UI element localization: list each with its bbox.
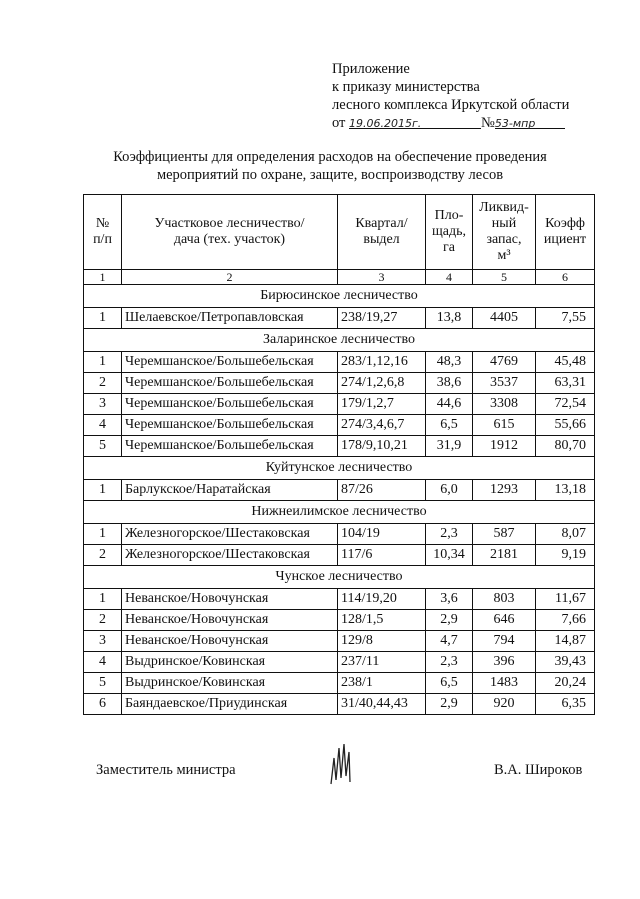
block-cell: 114/19,20 (338, 589, 426, 610)
coefficient-cell: 45,48 (536, 352, 595, 373)
coefficient-cell: 11,67 (536, 589, 595, 610)
area-cell: 38,6 (426, 373, 473, 394)
appendix-line-3: лесного комплекса Иркутской области (332, 97, 570, 113)
section-name: Заларинское лесничество (84, 329, 595, 352)
block-cell: 128/1,5 (338, 610, 426, 631)
area-cell: 2,9 (426, 610, 473, 631)
row-number: 5 (84, 436, 122, 457)
row-number: 1 (84, 480, 122, 501)
row-number: 4 (84, 652, 122, 673)
handwritten-number: 53-мпр (494, 117, 536, 130)
signer-position: Заместитель министра (96, 762, 236, 778)
coefficient-cell: 7,55 (536, 308, 595, 329)
block-cell: 178/9,10,21 (338, 436, 426, 457)
header-forestry: Участковое лесничество/ дача (тех. участок) (122, 195, 338, 270)
block-cell: 237/11 (338, 652, 426, 673)
row-number: 6 (84, 694, 122, 715)
area-cell: 31,9 (426, 436, 473, 457)
table-row (84, 589, 595, 610)
row-number: 3 (84, 394, 122, 415)
appendix-block (332, 60, 569, 132)
section-row (84, 285, 595, 308)
stock-cell: 1912 (473, 436, 536, 457)
area-cell: 2,9 (426, 694, 473, 715)
block-cell: 104/19 (338, 524, 426, 545)
stock-cell: 615 (473, 415, 536, 436)
area-cell: 3,6 (426, 589, 473, 610)
coefficients-table (83, 194, 595, 715)
stock-cell: 396 (473, 652, 536, 673)
forestry-cell: Железногорское/Шестаковская (122, 545, 338, 566)
table-row (84, 631, 595, 652)
section-row (84, 329, 595, 352)
coefficient-cell: 72,54 (536, 394, 595, 415)
table-row (84, 673, 595, 694)
forestry-cell: Барлукское/Наратайская (122, 480, 338, 501)
table-row (84, 694, 595, 715)
signature-mark (325, 740, 359, 790)
column-number: 4 (426, 270, 473, 285)
title-line-1: Коэффициенты для определения расходов на обеспечение проведения (113, 149, 547, 165)
appendix-order-line (332, 114, 569, 132)
coefficient-cell: 9,19 (536, 545, 595, 566)
area-cell: 44,6 (426, 394, 473, 415)
forestry-cell: Неванское/Новочунская (122, 610, 338, 631)
block-cell: 274/1,2,6,8 (338, 373, 426, 394)
area-cell: 13,8 (426, 308, 473, 329)
area-cell: 4,7 (426, 631, 473, 652)
table-row (84, 373, 595, 394)
area-cell: 2,3 (426, 524, 473, 545)
forestry-cell: Выдринское/Ковинская (122, 673, 338, 694)
forestry-cell: Черемшанское/Большебельская (122, 352, 338, 373)
header-coefficient: Коэфф ициент (536, 195, 595, 270)
coefficient-cell: 6,35 (536, 694, 595, 715)
area-cell: 6,5 (426, 673, 473, 694)
number-label: № (481, 115, 495, 131)
block-cell: 117/6 (338, 545, 426, 566)
document-title (80, 148, 580, 184)
forestry-cell: Черемшанское/Большебельская (122, 436, 338, 457)
header-number: № п/п (84, 195, 122, 270)
section-name: Бирюсинское лесничество (84, 285, 595, 308)
column-number: 5 (473, 270, 536, 285)
coefficient-cell: 20,24 (536, 673, 595, 694)
number-field (495, 114, 565, 129)
block-cell: 129/8 (338, 631, 426, 652)
forestry-cell: Баяндаевское/Приудинская (122, 694, 338, 715)
appendix-line-2: к приказу министерства (332, 79, 480, 95)
section-row (84, 566, 595, 589)
table-row (84, 524, 595, 545)
block-cell: 274/3,4,6,7 (338, 415, 426, 436)
coefficient-cell: 55,66 (536, 415, 595, 436)
column-number: 1 (84, 270, 122, 285)
handwritten-date: 19.06.2015г. (349, 117, 422, 130)
column-number: 2 (122, 270, 338, 285)
table-row (84, 436, 595, 457)
row-number: 1 (84, 352, 122, 373)
row-number: 2 (84, 545, 122, 566)
coefficient-cell: 39,43 (536, 652, 595, 673)
table-row (84, 480, 595, 501)
appendix-line-1: Приложение (332, 61, 410, 77)
table-row (84, 415, 595, 436)
stock-cell: 3537 (473, 373, 536, 394)
section-name: Куйтунское лесничество (84, 457, 595, 480)
forestry-cell: Железногорское/Шестаковская (122, 524, 338, 545)
date-field (349, 114, 481, 129)
row-number: 5 (84, 673, 122, 694)
table-body (84, 285, 595, 715)
forestry-cell: Выдринское/Ковинская (122, 652, 338, 673)
forestry-cell: Неванское/Новочунская (122, 589, 338, 610)
column-numbers-row (84, 270, 595, 285)
coefficient-cell: 63,31 (536, 373, 595, 394)
stock-cell: 3308 (473, 394, 536, 415)
stock-cell: 4405 (473, 308, 536, 329)
coefficient-cell: 80,70 (536, 436, 595, 457)
forestry-cell: Черемшанское/Большебельская (122, 394, 338, 415)
stock-cell: 794 (473, 631, 536, 652)
signer-name: В.А. Широков (494, 762, 583, 778)
coefficient-cell: 8,07 (536, 524, 595, 545)
coefficient-cell: 7,66 (536, 610, 595, 631)
coefficient-cell: 14,87 (536, 631, 595, 652)
row-number: 3 (84, 631, 122, 652)
column-number: 6 (536, 270, 595, 285)
area-cell: 10,34 (426, 545, 473, 566)
table-row (84, 352, 595, 373)
stock-cell: 4769 (473, 352, 536, 373)
area-cell: 6,5 (426, 415, 473, 436)
table-row (84, 610, 595, 631)
section-row (84, 501, 595, 524)
block-cell: 283/1,12,16 (338, 352, 426, 373)
stock-cell: 1293 (473, 480, 536, 501)
row-number: 1 (84, 308, 122, 329)
header-stock: Ликвид- ный запас, м³ (473, 195, 536, 270)
forestry-cell: Шелаевское/Петропавловская (122, 308, 338, 329)
stock-cell: 587 (473, 524, 536, 545)
header-block: Квартал/ выдел (338, 195, 426, 270)
row-number: 1 (84, 524, 122, 545)
table-row (84, 545, 595, 566)
coefficient-cell: 13,18 (536, 480, 595, 501)
block-cell: 179/1,2,7 (338, 394, 426, 415)
table-row (84, 394, 595, 415)
forestry-cell: Черемшанское/Большебельская (122, 373, 338, 394)
row-number: 1 (84, 589, 122, 610)
row-number: 2 (84, 610, 122, 631)
stock-cell: 2181 (473, 545, 536, 566)
forestry-cell: Черемшанское/Большебельская (122, 415, 338, 436)
block-cell: 31/40,44,43 (338, 694, 426, 715)
block-cell: 238/19,27 (338, 308, 426, 329)
table-header-row (84, 195, 595, 270)
column-number: 3 (338, 270, 426, 285)
title-line-2: мероприятий по охране, защите, воспроизводству лесов (156, 167, 504, 183)
block-cell: 87/26 (338, 480, 426, 501)
row-number: 2 (84, 373, 122, 394)
stock-cell: 1483 (473, 673, 536, 694)
stock-cell: 646 (473, 610, 536, 631)
section-name: Чунское лесничество (84, 566, 595, 589)
row-number: 4 (84, 415, 122, 436)
stock-cell: 920 (473, 694, 536, 715)
forestry-cell: Неванское/Новочунская (122, 631, 338, 652)
block-cell: 238/1 (338, 673, 426, 694)
section-name: Нижнеилимское лесничество (84, 501, 595, 524)
from-label: от (332, 115, 346, 131)
header-area: Пло- щадь, га (426, 195, 473, 270)
area-cell: 2,3 (426, 652, 473, 673)
area-cell: 6,0 (426, 480, 473, 501)
area-cell: 48,3 (426, 352, 473, 373)
table-row (84, 652, 595, 673)
table-row (84, 308, 595, 329)
section-row (84, 457, 595, 480)
stock-cell: 803 (473, 589, 536, 610)
